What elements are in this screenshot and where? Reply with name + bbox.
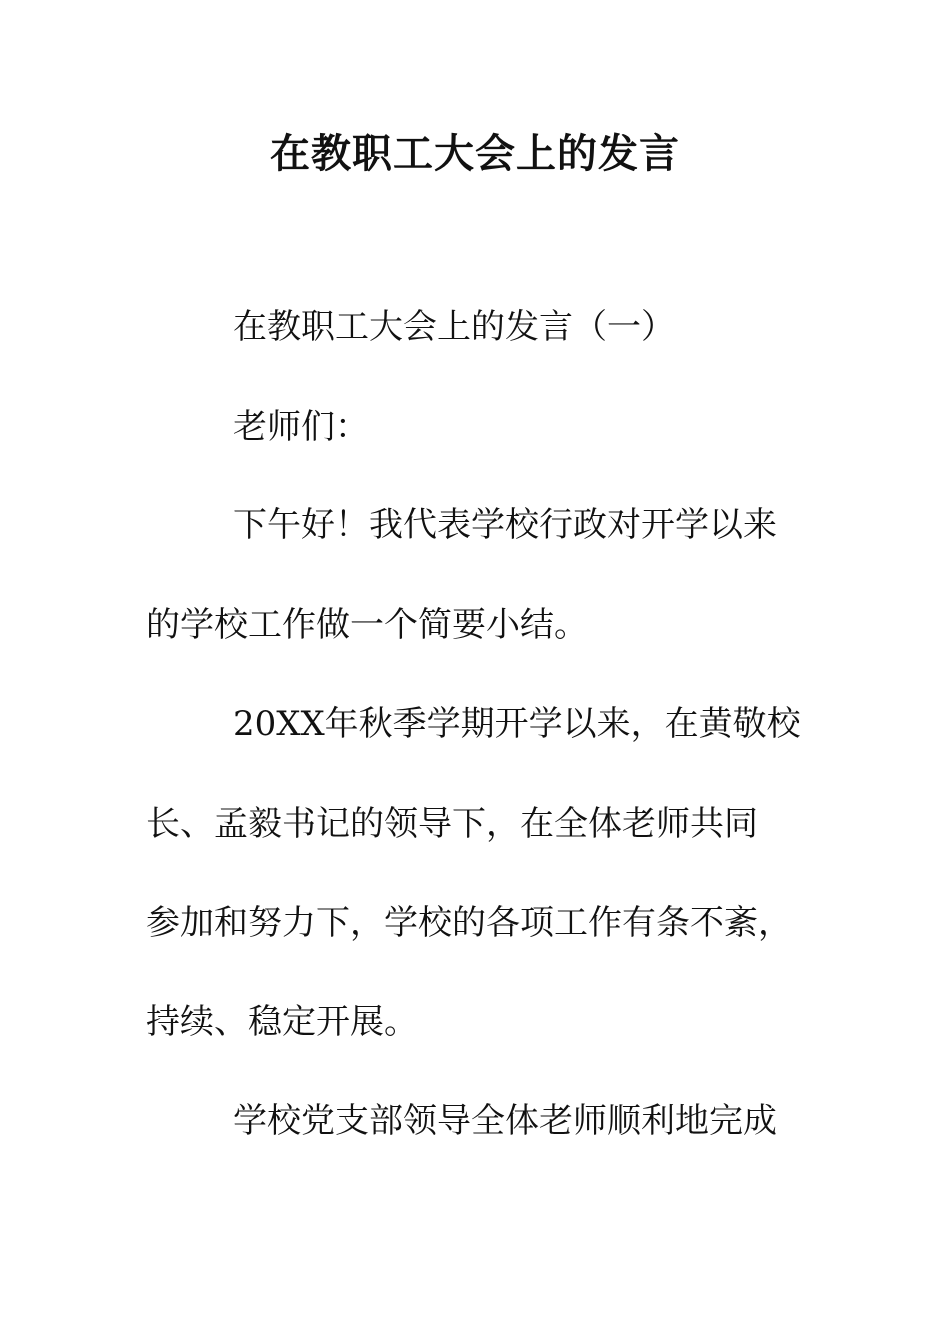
paragraph-line: 下午好！我代表学校行政对开学以来 [233, 505, 777, 545]
document-title: 在教职工大会上的发言 [270, 130, 680, 177]
paragraph-line: 20XX年秋季学期开学以来，在黄敬校 [233, 704, 801, 744]
paragraph-line: 持续、稳定开展。 [146, 1002, 418, 1042]
salutation-line: 老师们： [233, 407, 369, 447]
subtitle-line: 在教职工大会上的发言（一） [233, 307, 675, 347]
paragraph-line: 学校党支部领导全体老师顺利地完成 [233, 1101, 777, 1141]
paragraph-line: 长、孟毅书记的领导下，在全体老师共同 [146, 804, 758, 844]
paragraph-line: 的学校工作做一个简要小结。 [146, 605, 588, 645]
paragraph-line: 参加和努力下，学校的各项工作有条不紊， [146, 903, 792, 943]
